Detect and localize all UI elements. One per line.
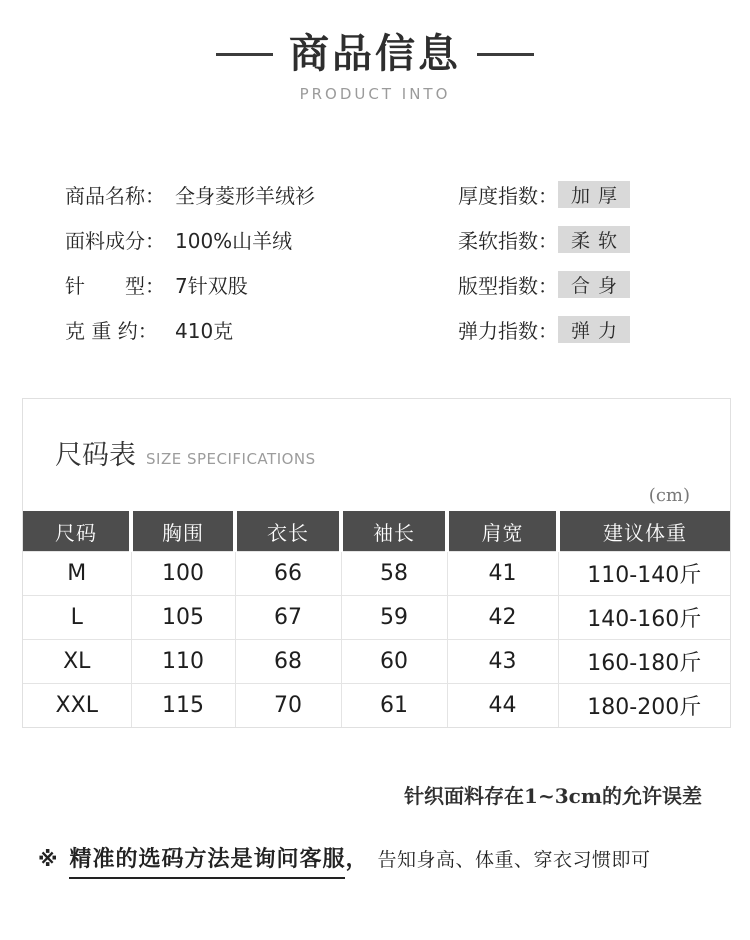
index-label: 弹力指数： (458, 318, 558, 343)
attribute-value: 全身菱形羊绒衫 (175, 183, 315, 208)
reference-mark: ※ (38, 847, 58, 871)
size-table (23, 511, 730, 727)
attribute-row-needle (65, 270, 315, 298)
page-title: 商品信息 (289, 31, 461, 77)
index-badge: 加厚 (558, 181, 630, 208)
size-table-header-cell: 肩宽 (447, 511, 558, 552)
size-table-cell: 43 (447, 640, 558, 684)
title-row (0, 31, 750, 77)
size-table-cell: 110-140斤 (558, 552, 730, 596)
page-subtitle: PRODUCT INTO (299, 85, 451, 103)
table-row-xl (23, 640, 730, 684)
size-table-cell: 61 (341, 684, 447, 728)
size-table-header-cell: 尺码 (23, 511, 131, 552)
size-table-header-cell: 衣长 (235, 511, 341, 552)
sizing-note (38, 842, 651, 879)
size-table-cell: 44 (447, 684, 558, 728)
attribute-value: 7针双股 (175, 273, 248, 298)
unit-label: (cm) (648, 485, 690, 506)
product-attributes (65, 180, 315, 360)
size-section (22, 398, 731, 728)
attribute-value: 100%山羊绒 (175, 228, 293, 253)
size-table-cell: 70 (235, 684, 341, 728)
index-label: 柔软指数： (458, 228, 558, 253)
table-row-l (23, 596, 730, 640)
sizing-note-comma: ， (345, 847, 368, 872)
size-table-cell: 105 (131, 596, 235, 640)
size-table-cell: 60 (341, 640, 447, 684)
size-table-header-cell: 袖长 (341, 511, 447, 552)
size-title-row (55, 433, 316, 472)
size-table-cell: 100 (131, 552, 235, 596)
index-label: 版型指数： (458, 273, 558, 298)
table-row-m (23, 552, 730, 596)
size-table-cell: M (23, 552, 131, 596)
index-row-stretch (458, 315, 630, 343)
index-row-thickness (458, 180, 630, 208)
size-table-cell: 140-160斤 (558, 596, 730, 640)
index-row-fit (458, 270, 630, 298)
size-table-cell: XXL (23, 684, 131, 728)
title-right-dash (477, 53, 534, 56)
size-table-cell: 42 (447, 596, 558, 640)
size-table-cell: XL (23, 640, 131, 684)
tolerance-note: 针织面料存在1~3cm的允许误差 (404, 784, 702, 808)
size-table-cell: 67 (235, 596, 341, 640)
attribute-label: 克 重 约： (65, 318, 158, 343)
attribute-row-name (65, 180, 315, 208)
size-table-cell: 59 (341, 596, 447, 640)
index-badge: 柔软 (558, 226, 630, 253)
size-table-header-cell: 胸围 (131, 511, 235, 552)
size-table-cell: 180-200斤 (558, 684, 730, 728)
size-table-cell: 115 (131, 684, 235, 728)
size-table-cell: 68 (235, 640, 341, 684)
index-badge: 弹力 (558, 316, 630, 343)
attribute-value: 410克 (175, 318, 234, 343)
size-table-cell: 66 (235, 552, 341, 596)
product-indexes (458, 180, 630, 360)
attribute-row-weight (65, 315, 315, 343)
table-row-xxl (23, 684, 730, 728)
attribute-label: 面料成分： (65, 228, 165, 253)
sizing-note-detail: 告知身高、体重、穿衣习惯即可 (377, 849, 651, 871)
sizing-note-emphasis: 精准的选码方法是询问客服 (69, 842, 345, 879)
size-table-cell: 110 (131, 640, 235, 684)
size-table-cell: 41 (447, 552, 558, 596)
section-header (0, 31, 750, 103)
index-label: 厚度指数： (458, 183, 558, 208)
size-table-cell: L (23, 596, 131, 640)
size-table-cell: 160-180斤 (558, 640, 730, 684)
size-table-header-cell: 建议体重 (558, 511, 730, 552)
attribute-row-fabric (65, 225, 315, 253)
attribute-label: 商品名称： (65, 183, 165, 208)
attribute-label: 针 型： (65, 273, 165, 298)
size-table-cell: 58 (341, 552, 447, 596)
size-section-subtitle: SIZE SPECIFICATIONS (146, 450, 316, 468)
title-left-dash (216, 53, 273, 56)
index-row-softness (458, 225, 630, 253)
index-badge: 合身 (558, 271, 630, 298)
size-table-header-row (23, 511, 730, 552)
size-section-title: 尺码表 (55, 440, 136, 471)
